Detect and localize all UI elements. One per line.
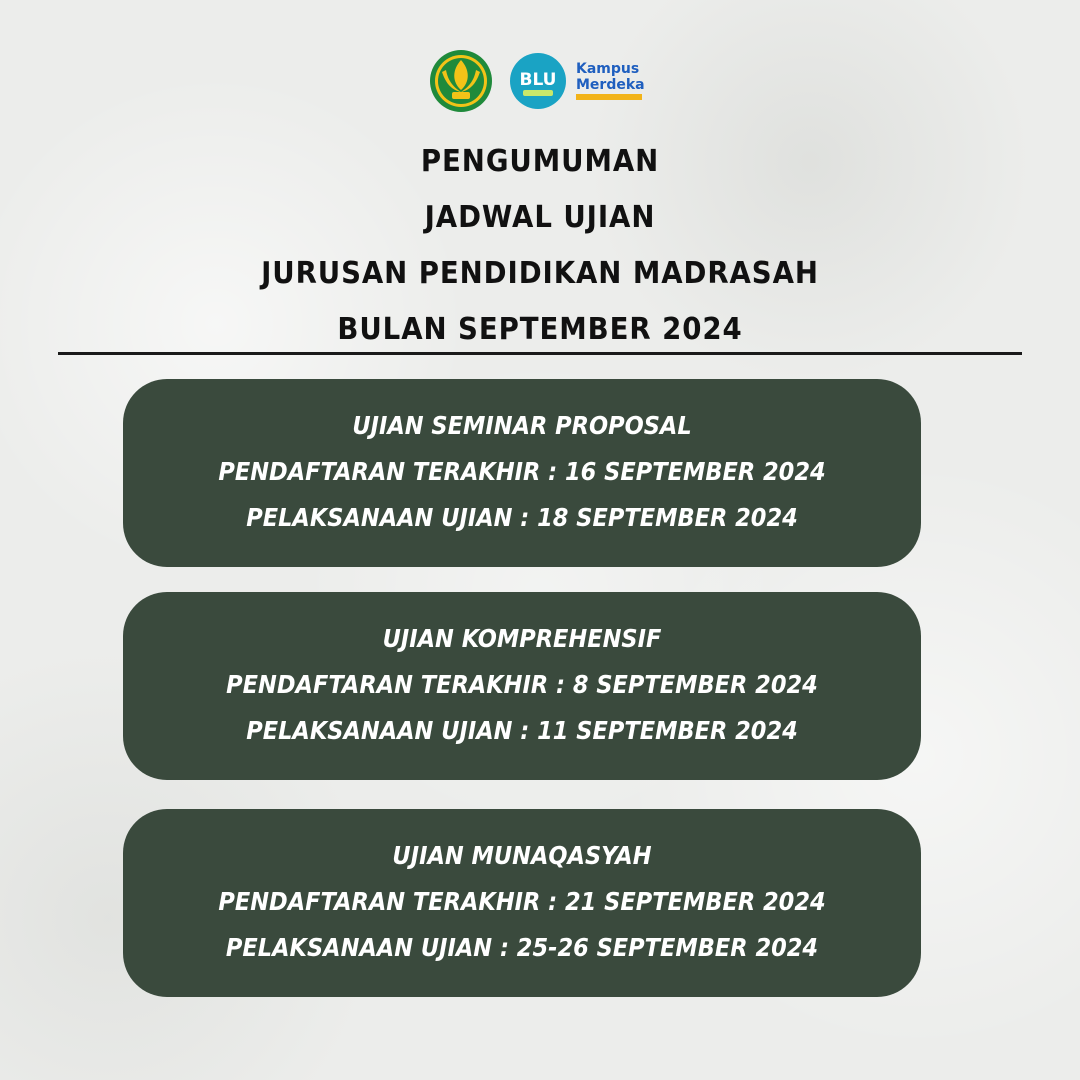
schedule-card-komprehensif: [123, 592, 921, 780]
schedule-card-seminar-proposal: [123, 379, 921, 567]
svg-text:Kampus: Kampus: [576, 61, 640, 77]
title-line-1: PENGUMUMAN: [420, 144, 660, 179]
title-line-4: BULAN SEPTEMBER 2024: [337, 312, 743, 347]
registration-deadline: PENDAFTARAN TERAKHIR : 16 SEPTEMBER 2024: [218, 457, 826, 486]
exam-name: UJIAN SEMINAR PROPOSAL: [352, 411, 692, 440]
exam-date: PELAKSANAAN UJIAN : 11 SEPTEMBER 2024: [246, 716, 798, 745]
title-line-2: JADWAL UJIAN: [424, 200, 656, 235]
registration-deadline: PENDAFTARAN TERAKHIR : 21 SEPTEMBER 2024: [218, 887, 826, 916]
schedule-card-munaqasyah: [123, 809, 921, 997]
uin-emblem-icon: [428, 48, 494, 114]
svg-text:Merdeka: Merdeka: [576, 77, 645, 93]
logo-bar: [0, 48, 1080, 118]
exam-date: PELAKSANAAN UJIAN : 25-26 SEPTEMBER 2024: [225, 933, 819, 962]
svg-text:BLU: BLU: [519, 70, 557, 90]
exam-name: UJIAN MUNAQASYAH: [392, 841, 652, 870]
exam-name: UJIAN KOMPREHENSIF: [382, 624, 662, 653]
exam-date: PELAKSANAAN UJIAN : 18 SEPTEMBER 2024: [246, 503, 798, 532]
title-line-3: JURUSAN PENDIDIKAN MADRASAH: [261, 256, 819, 291]
heading-divider: [58, 352, 1022, 355]
kampus-merdeka-logo-icon: [574, 56, 654, 106]
registration-deadline: PENDAFTARAN TERAKHIR : 8 SEPTEMBER 2024: [226, 670, 818, 699]
blu-logo-icon: [509, 52, 567, 110]
